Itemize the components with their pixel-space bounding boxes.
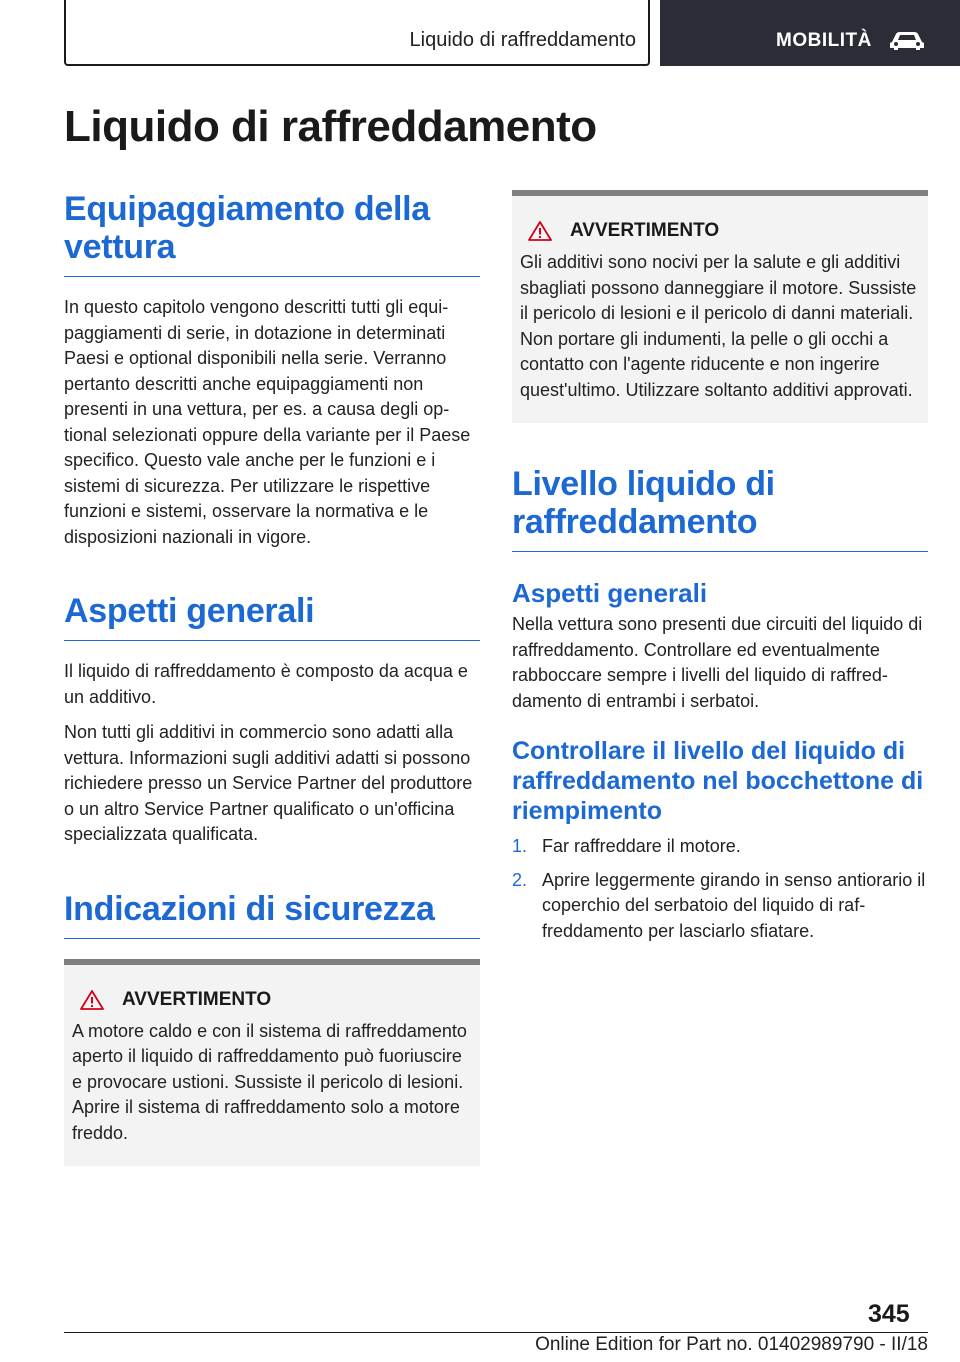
warning-heading bbox=[80, 989, 470, 1011]
list-item bbox=[512, 834, 928, 860]
left-column bbox=[64, 190, 480, 1166]
right-column bbox=[512, 190, 928, 952]
warning-title: AVVERTIMENTO bbox=[570, 220, 720, 241]
footer-divider bbox=[64, 1332, 928, 1333]
section-heading-general: Aspetti generali bbox=[64, 592, 480, 641]
page-title: Liquido di raffreddamento bbox=[64, 102, 597, 151]
subheading-general: Aspetti generali bbox=[512, 578, 708, 608]
warning-text: Gli additivi sono nocivi per la salute e gli additivi sbagliati possono danneggiare il motore. Sussiste il pericolo di lesioni e il pericolo di danni materiali. Non portare gli indumenti, la pelle o gli occhi a contatto con l'agente riducente e non ingerire quest'ultimo. Utilizzare soltanto additivi approvati. bbox=[520, 252, 917, 400]
step-text: Far raffreddare il motore. bbox=[542, 836, 741, 856]
step-number: 1. bbox=[512, 836, 528, 856]
subheading-check-level: Controllare il livello del liquido di raffreddamento nel bocchettone di riempimento bbox=[512, 737, 924, 825]
footer-edition: Online Edition for Part no. 01402989790 - II/18 bbox=[535, 1334, 928, 1355]
list-item bbox=[512, 868, 928, 945]
step-number: 2. bbox=[512, 869, 528, 890]
warning-triangle-icon bbox=[528, 221, 552, 241]
warning-box bbox=[64, 959, 480, 1167]
warning-triangle-icon bbox=[80, 990, 104, 1010]
general-paragraph: Nella vettura sono presenti due circuiti del liquido di raffreddamento. Controllare ed eventualmente rabboccare sempre i livelli del liquido di raffreddamento di entrambi i serbatoi. bbox=[512, 614, 923, 711]
warning-title: AVVERTIMENTO bbox=[122, 988, 272, 1010]
warning-text: A motore caldo e con il sistema di raffreddamento aperto il liquido di raffreddamento può fuoriuscire e provocare ustioni. Sussiste il pericolo di lesioni. Aprire il sistema di raffreddamento solo a motore freddo. bbox=[72, 1020, 467, 1143]
section-tab bbox=[64, 0, 650, 66]
section-heading-equipment: Equipaggiamento della vettura bbox=[64, 190, 480, 277]
steps-list bbox=[512, 834, 928, 944]
section-heading-coolant-level: Livello liquido di raffreddamento bbox=[512, 465, 928, 552]
car-icon bbox=[888, 30, 926, 52]
general-paragraph-1: Il liquido di raffreddamento è composto da acqua e un additivo. bbox=[64, 661, 468, 707]
page-header bbox=[0, 0, 960, 66]
page-number: 345 bbox=[868, 1300, 910, 1328]
equipment-paragraph: In questo capitolo vengono descritti tutti gli equipaggiamenti di serie, in dotazione in determinati Paesi e optional disponibili nella serie. Verranno pertanto descritti anche equipaggiamenti non presenti in una vettura, per es. a causa degli optional selezionati oppure della variante per il Paese specifico. Questo vale anche per le funzioni e i sistemi di sicurezza. Per utilizzare le rispettive funzioni e sistemi, osservare la normativa e le disposizioni nazionali in vigore. bbox=[64, 297, 471, 547]
section-heading-safety: Indicazioni di sicurezza bbox=[64, 890, 480, 939]
section-title: Liquido di raffreddamento bbox=[409, 29, 636, 51]
general-paragraph-2: Non tutti gli additivi in commercio sono adatti alla vettura. Informazioni sugli additivi adatti si possono richiedere presso un Service Partner del produttore o un altro Service Partner qualificato o un'officina specializzata qualificata. bbox=[64, 722, 473, 844]
warning-box bbox=[512, 190, 928, 423]
category-label: MOBILITÀ bbox=[776, 30, 872, 51]
step-text: Aprire leggermente girando in senso antiorario il coperchio del serbatoio del liquido di raffreddamento per lasciarlo sfiatare. bbox=[542, 869, 926, 941]
warning-heading bbox=[528, 220, 918, 242]
